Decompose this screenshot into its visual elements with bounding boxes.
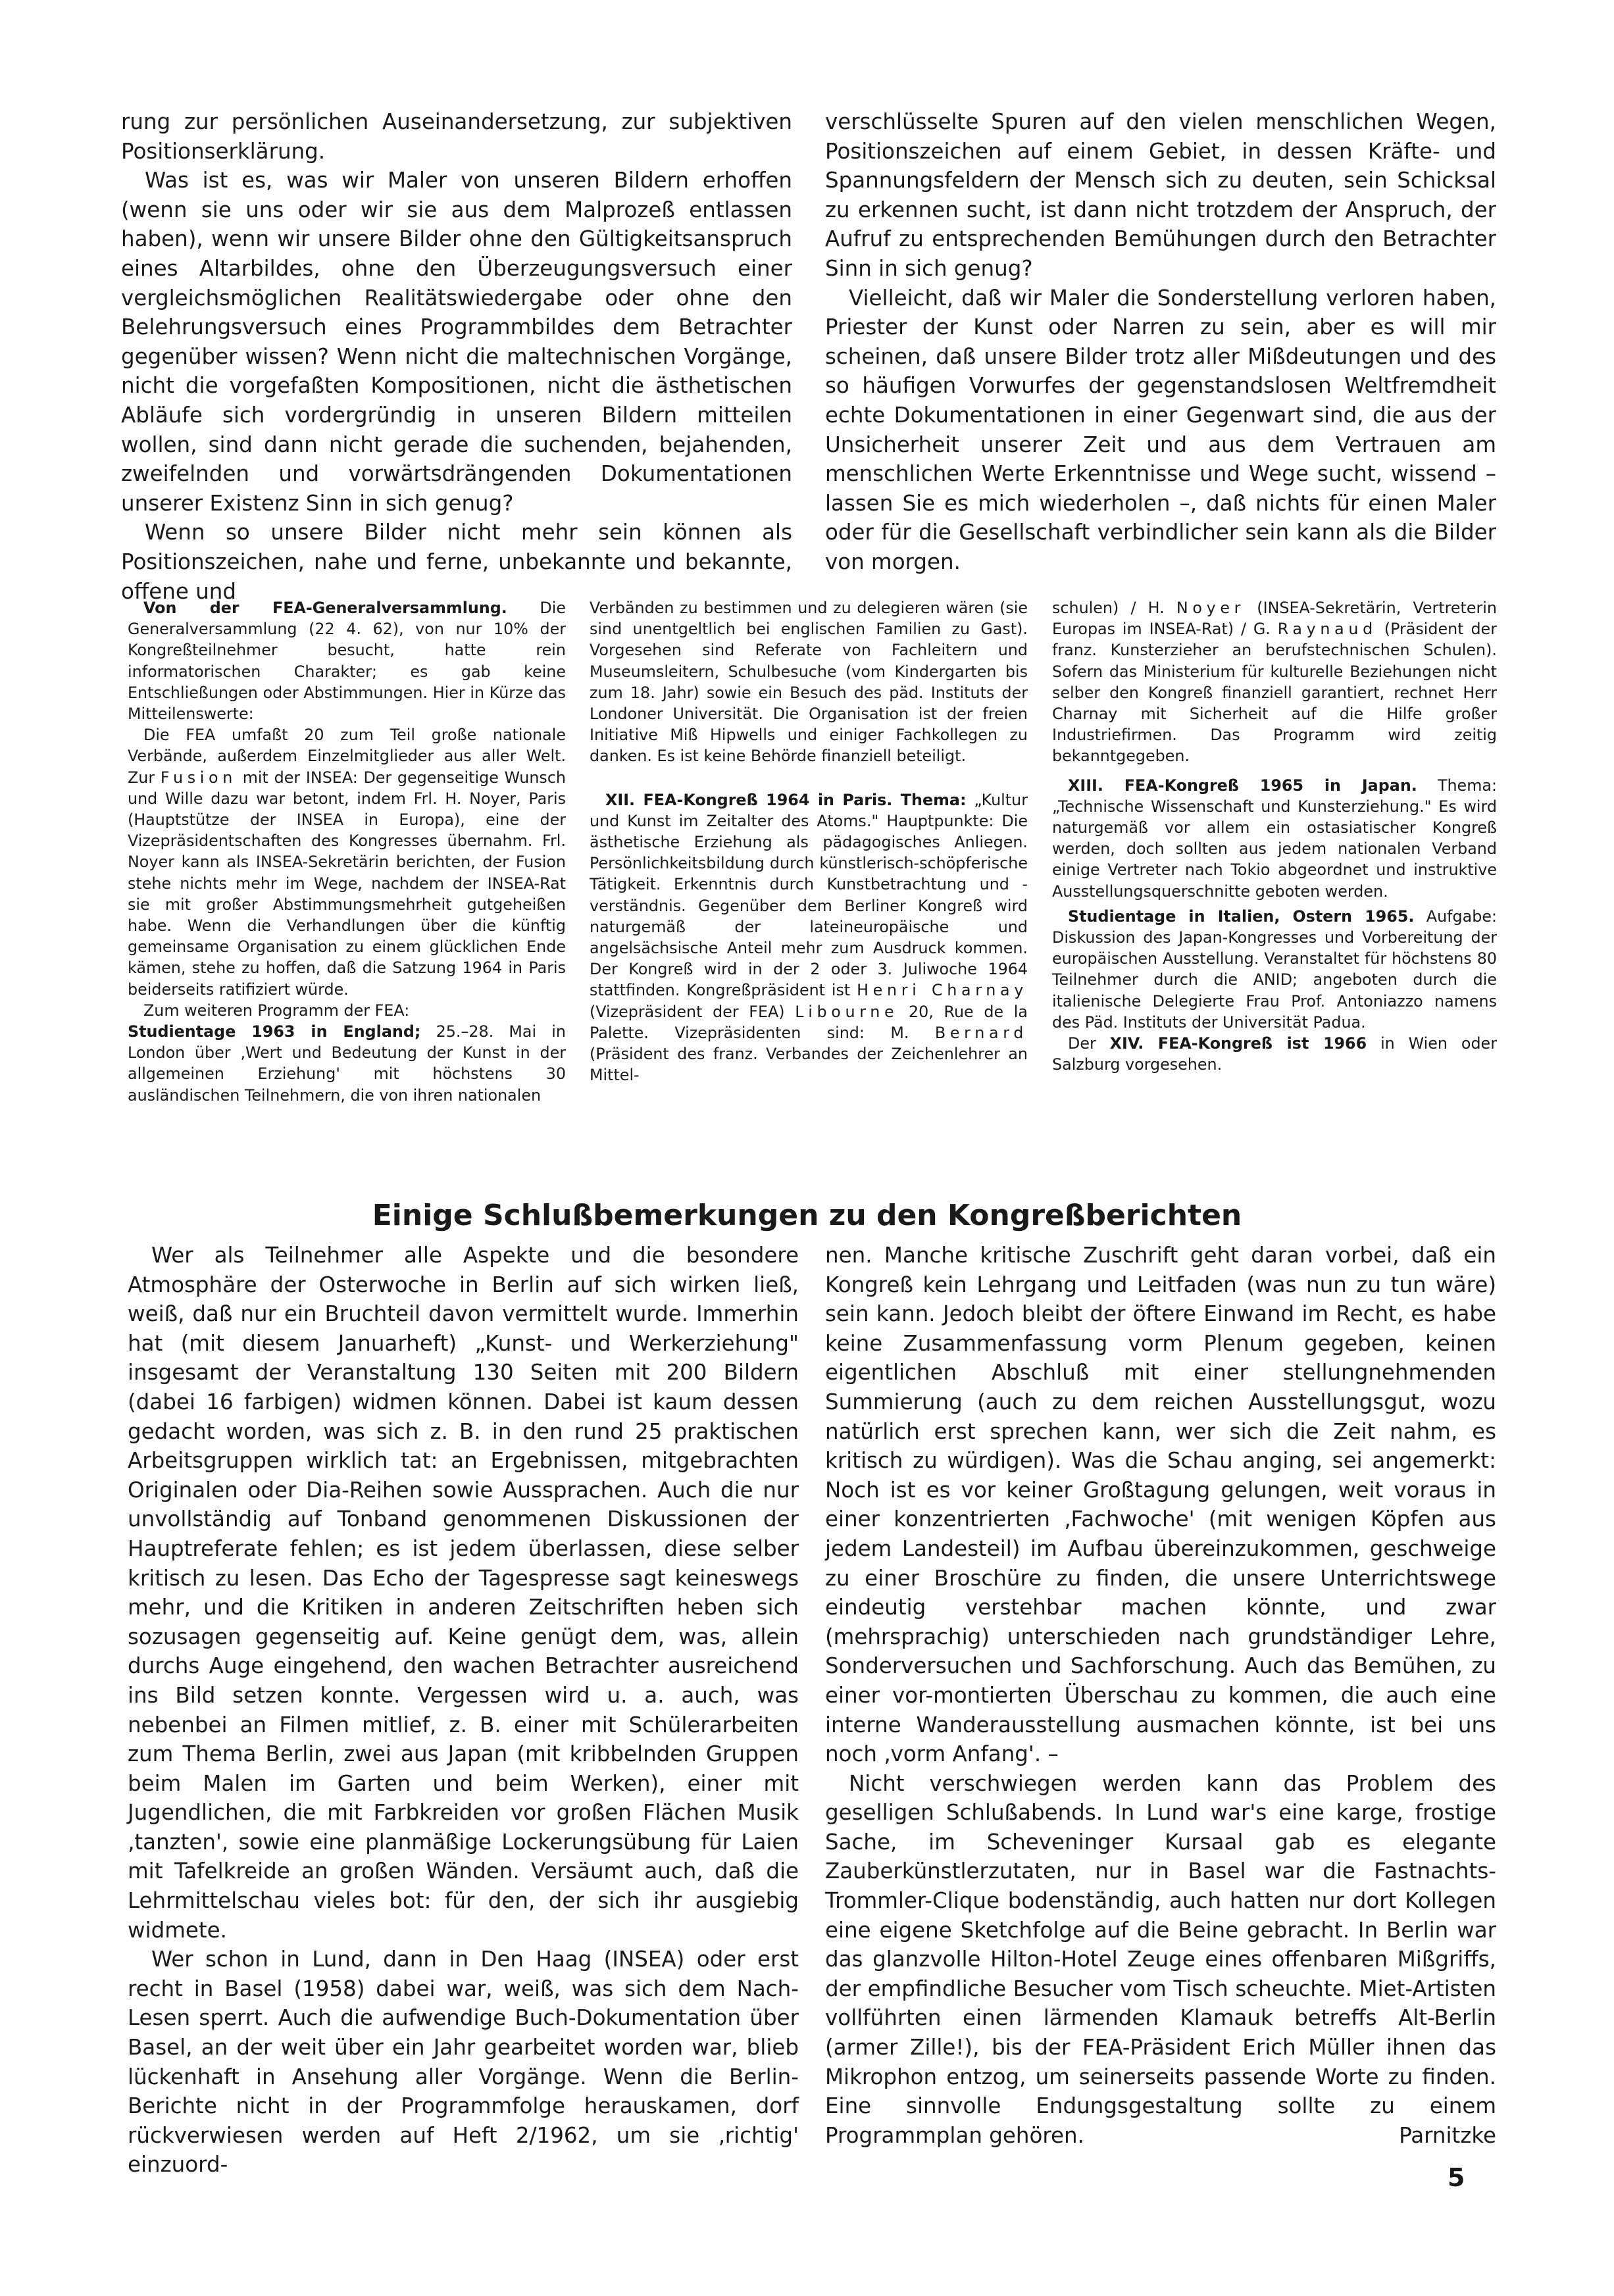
fea-paragraph: Der XIV. FEA-Kongreß ist 1966 in Wien oder Salzburg vorgesehen. xyxy=(1052,1034,1497,1074)
author-signature: Parnitzke xyxy=(1399,2122,1496,2148)
essay-right-column xyxy=(825,107,1496,577)
fea-paragraph: Zum weiteren Programm der FEA: xyxy=(143,1001,410,1020)
essay-left-column xyxy=(121,107,792,606)
article-paragraph: Wer als Teilnehmer alle Aspekte und die besondere Atmosphäre der Osterwoche in Berlin auf sich wirken ließ, weiß, daß nur ein Bruchteil davon vermittelt wurde. Immerhin hat (mit diesem Januarheft) „Kunst- und Werkerziehung" insgesamt der Veranstaltung 130 Seiten mit 200 Bildern (dabei 16 farbigen) widmen können. Dabei ist kaum dessen gedacht worden, was sich z. B. in den rund 25 praktischen Arbeitsgruppen wirklich tat: an Ergebnissen, mitgebrachten Originalen oder Dia-Reihen sowie Aussprachen. Auch die nur unvollständig auf Tonband genommenen Diskussionen der Hauptreferate fehlen; es ist jedem überlassen, diese selber kritisch zu lesen. Das Echo der Tagespresse sagt keineswegs mehr, und die Kritiken in anderen Zeitschriften heben sich sozusagen gegenseitig auf. Keine genügt dem, was, allein durchs Auge eingehend, den wachen Betrachter ausreichend ins Bild setzen konnte. Vergessen wird u. a. auch, was nebenbei an Filmen mitlief, z. B. einer mit Schülerarbeiten zum Thema Berlin, zwei aus Japan (mit kribbelnden Gruppen beim Malen im Garten und beim Werken), einer mit Jugendlichen, die mit Farbkreiden vor großen Flächen Musik ‚tanzten', sowie eine planmäßige Lockerungsübung für Laien mit Tafelkreide an großen Wänden. Versäumt auch, daß die Lehrmittelschau vieles bot: für den, der sich ihr ausgiebig widmete. xyxy=(128,1243,799,1943)
fea-paragraph: Verbänden zu bestimmen und zu delegieren wären (sie sind unentgeltlich bei englischen Familien zu Gast). Vorgesehen sind Referate von Fachleitern und Museumsleitern, Schulbesuche (vom Kindergarten bis zum 18. Jahr) sowie ein Besuch des päd. Instituts der Londoner Universität. Die Organisation ist der freien Initiative Miß Hipwells und einiger Fachkollegen zu danken. Es ist keine Behörde finanziell beteiligt. xyxy=(590,599,1028,766)
fea-paragraph: Von der FEA-Generalversammlung. Die Generalversammlung (22 4. 62), von nur 10% der Kongreßteilnehmer besucht, hatte rein informatorischen Charakter; es gab keine Entschließungen oder Abstimmungen. Hier in Kürze das Mitteilenswerte: xyxy=(128,599,566,724)
article-paragraph: Nicht verschwiegen werden kann das Problem des geselligen Schlußabends. In Lund war's eine karge, frostige Sache, im Scheveninger Kursaal gab es elegante Zauberkünstlerzutaten, nur in Basel war die Fastnachts-Trommler-Clique bodenständig, auch hatten nur dort Kollegen eine eigene Sketchfolge auf die Beine gebracht. In Berlin war das glanzvolle Hilton-Hotel Zeuge eines offenbaren Mißgriffs, der empfindliche Besucher vom Tisch scheuchte. Miet-Artisten vollführten einen lärmenden Klamauk betreffs Alt-Berlin (armer Zille!), bis der FEA-Präsident Erich Müller ihnen das Mikrophon entzog, um seinerseits passende Worte zu finden. Eine sinnvolle Endungsgestaltung sollte zu einem Programmplan gehören. Parnitzke xyxy=(825,1769,1496,2151)
essay-paragraph: Was ist es, was wir Maler von unseren Bildern erhoffen (wenn sie uns oder wir sie aus dem Malprozeß entlassen haben), wenn wir unsere Bilder ohne den Gültigkeitsanspruch eines Altarbildes, ohne den Überzeugungsversuch einer vergleichsmöglichen Realitätswiedergabe oder ohne den Belehrungsversuch eines Programmbildes dem Betrachter gegenüber wissen? Wenn nicht die maltechnischen Vorgänge, nicht die vorgefaßten Kompositionen, nicht die ästhetischen Abläufe sich vordergründig in unseren Bildern mitteilen wollen, sind dann nicht gerade die suchenden, bejahenden, zweifelnden und vorwärtsdrängenden Dokumentationen unserer Existenz Sinn in sich genug? xyxy=(121,168,792,516)
essay-paragraph: Vielleicht, daß wir Maler die Sonderstellung verloren haben, Priester der Kunst oder Narren zu sein, aber es will mir scheinen, daß unsere Bilder trotz aller Mißdeutungen und des so häufigen Vorwurfes der gegenstandslosen Weltfremdheit echte Dokumentationen in einer Gegenwart sind, die aus der Unsicherheit unserer Zeit und aus dem Vertrauen am menschlichen Werte Erkenntnisse und Wege sucht, wissend – lassen Sie es mich wiederholen –, daß nichts für einen Maler oder für die Gesellschaft verbindlicher sein kann als die Bilder von morgen. xyxy=(825,285,1496,574)
article-right-column xyxy=(825,1241,1496,2150)
fea-paragraph: schulen) / H. Noyer (INSEA-Sekretärin, Vertreterin Europas im INSEA-Rat) / G. Raynaud (Präsident der franz. Kunsterzieher an berufstechnischen Schulen). Sofern das Ministerium für kulturelle Beziehungen nicht selber den Kongreß finanziell garantiert, rechnet Herr Charnay mit Sicherheit auf die Hilfe großer Industriefirmen. Das Programm wird zeitig bekanntgegeben. xyxy=(1052,599,1498,766)
fea-column-3 xyxy=(1052,597,1497,1075)
article-paragraph: nen. Manche kritische Zuschrift geht daran vorbei, daß ein Kongreß kein Lehrgang und Leitfaden (was nun zu tun wäre) sein kann. Jedoch bleibt der öftere Einwand im Recht, es habe keine Zusammenfassung vorm Plenum gegeben, keinen eigentlichen Abschluß mit einer stellungnehmenden Summierung (auch zu dem reichen Ausstellungsgut, wozu natürlich erst sprechen kann, wer sich die Zeit nahm, es kritisch zu würdigen). Was die Schau anging, sei angemerkt: Noch ist es vor keiner Großtagung gelungen, weit voraus in einer konzentrierten ‚Fachwoche' (mit wenigen Köpfen aus jedem Landesteil) im Aufbau übereinzukommen, geschweige zu einer Broschüre zu finden, die unsere Unterrichtswege eindeutig verstehbar machen könnte, und zwar (mehrsprachig) unterschieden nach grundständiger Lehre, Sonderversuchen und Sachforschung. Auch das Bemühen, zu einer vor-montierten Überschau zu kommen, die auch eine interne Wanderausstellung ausmachen könnte, ist bei uns noch ‚vorm Anfang'. – xyxy=(825,1243,1496,1767)
essay-paragraph: verschlüsselte Spuren auf den vielen menschlichen Wegen, Positionszeichen auf einem Gebiet, in dessen Kräfte- und Spannungsfeldern der Mensch sich zu deuten, sein Schicksal zu erkennen sucht, ist dann nicht trotzdem der Anspruch, der Aufruf zu entsprechenden Bemühungen durch den Betrachter Sinn in sich genug? xyxy=(825,109,1496,281)
article-left-column xyxy=(128,1241,799,2180)
section-heading: Einige Schlußbemerkungen zu den Kongreßberichten xyxy=(372,1199,1242,1232)
fea-paragraph: XIII. FEA-Kongreß 1965 in Japan. Thema: „Technische Wissenschaft und Kunsterziehung." Es wird naturgemäß vor allem ein ostasiatischer Kongreß werden, doch sollten aus jedem nationalen Verband einige Vertreter nach Tokio abgeordnet und instruktive Ausstellungsquerschnitte geboten werden. xyxy=(1052,776,1497,901)
fea-paragraph: Die FEA umfaßt 20 zum Teil große nationale Verbände, außerdem Einzelmitglieder aus aller Welt. Zur Fusion mit der INSEA: Der gegenseitige Wunsch und Wille dazu war betont, indem Frl. H. Noyer, Paris (Hauptstütze der INSEA in Europa), eine der Vizepräsidentschaften des Kongresses übernahm. Frl. Noyer kann als INSEA-Sekretärin berichten, der Fusion stehe nichts mehr im Wege, nachdem der INSEA-Rat sie mit großer Abstimmungsmehrheit gutgeheißen habe. Wenn die Verhandlungen über die künftig gemeinsame Organisation zu einem glücklichen Ende kämen, stehe zu hoffen, daß die Satzung 1964 in Paris beiderseits ratifiziert würde. xyxy=(128,726,566,999)
fea-paragraph: Studientage in Italien, Ostern 1965. Aufgabe: Diskussion des Japan-Kongresses und Vorbereitung der europäischen Ausstellung. Veranstaltet für höchstens 80 Teilnehmer durch die ANID; angeboten durch die italienische Delegierte Frau Prof. Antoniazzo namens des Päd. Instituts der Universität Padua. xyxy=(1052,907,1497,1032)
page-number: 5 xyxy=(1448,2163,1465,2192)
essay-paragraph: Wenn so unsere Bilder nicht mehr sein können als Positionszeichen, nahe und ferne, unbekannte und bekannte, offene und xyxy=(121,520,792,604)
fea-column-1 xyxy=(128,597,566,1106)
article-paragraph: Wer schon in Lund, dann in Den Haag (INSEA) oder erst recht in Basel (1958) dabei war, weiß, was sich dem Nach-Lesen sperrt. Auch die aufwendige Buch-Dokumentation über Basel, an der weit über ein Jahr gearbeitet worden war, blieb lückenhaft in Ansehung aller Vorgänge. Wenn die Berlin-Berichte nicht in der Programmfolge herauskamen, dorf rückverwiesen werden auf Heft 2/1962, um sie ‚richtig' einzuord- xyxy=(128,1947,799,2178)
fea-paragraph: XII. FEA-Kongreß 1964 in Paris. Thema: „Kultur und Kunst im Zeitalter des Atoms." Hauptpunkte: Die ästhetische Erziehung als pädagogisches Anliegen. Persönlichkeitsbildung durch künstlerisch-schöpferische Tätigkeit. Erkenntnis durch Kunstbetrachtung und -verständnis. Gegenüber dem Berliner Kongreß wird naturgemäß der lateineuropäische und angelsächsische Anteil mehr zum Ausdruck kommen. Der Kongreß wird in der 2 oder 3. Juliwoche 1964 stattfinden. Kongreßpräsident ist Henri Charnay (Vizepräsident der FEA) Libourne 20, Rue de la Palette. Vizepräsidenten sind: M. Bernard (Präsident des franz. Verbandes der Zeichenlehrer an Mittel- xyxy=(590,790,1028,1085)
fea-column-2 xyxy=(590,597,1028,1086)
fea-paragraph: Studientage 1963 in England; 25.–28. Mai in London über ‚Wert und Bedeutung der Kunst in der allgemeinen Erziehung' mit höchstens 30 ausländischen Teilnehmern, die von ihren nationalen xyxy=(128,1022,566,1105)
essay-paragraph: rung zur persönlichen Auseinandersetzung, zur subjektiven Positionserklärung. xyxy=(121,109,792,164)
